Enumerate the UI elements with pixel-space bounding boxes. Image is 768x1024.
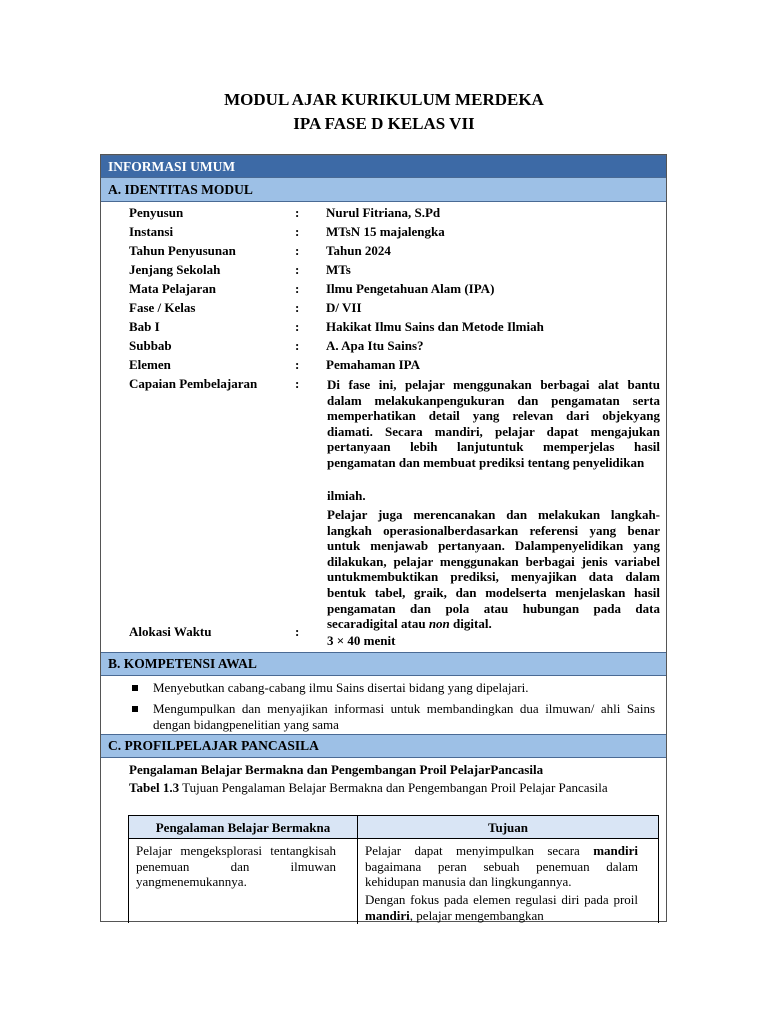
identity-value: Pemahaman IPA <box>326 357 421 372</box>
section-kompetensi-awal: B. KOMPETENSI AWAL <box>101 652 666 676</box>
identity-colon: : <box>295 224 300 239</box>
identity-colon: : <box>295 300 300 315</box>
table-cell-pengalaman: Pelajar mengeksplorasi tentangkisah penemuan dan ilmuwan yangmenemukannya. <box>136 843 336 890</box>
italic-non: non <box>428 616 450 632</box>
column-header-tujuan: Tujuan <box>358 816 658 839</box>
identity-colon: : <box>295 376 300 391</box>
identity-colon: : <box>295 624 300 639</box>
section-informasi-umum: INFORMASI UMUM <box>101 155 666 178</box>
identity-label: Bab I <box>129 319 160 334</box>
identity-value: D/ VII <box>326 300 362 315</box>
identity-colon: : <box>295 281 300 296</box>
identity-value: MTsN 15 majalengka <box>326 224 445 239</box>
document-subtitle: IPA FASE D KELAS VII <box>293 114 475 133</box>
bullet-square-icon <box>132 706 138 712</box>
identity-label: Instansi <box>129 224 174 239</box>
identity-label: Fase / Kelas <box>129 300 196 315</box>
identity-colon: : <box>295 338 300 353</box>
bullet-square-icon <box>132 685 138 691</box>
kompetensi-list <box>115 680 655 738</box>
table-caption: Tabel 1.3 Tujuan Pengalaman Belajar Bermakna dan Pengembangan Proil Pelajar Pancasila <box>129 780 608 795</box>
identity-colon: : <box>295 319 300 334</box>
module-table <box>100 154 667 922</box>
profil-table <box>128 815 659 923</box>
profil-heading: Pengalaman Belajar Bermakna dan Pengembangan Proil PelajarPancasila <box>129 762 544 777</box>
caption-label: Tabel 1.3 <box>129 780 180 795</box>
identity-value: Hakikat Ilmu Sains dan Metode Ilmiah <box>326 319 544 334</box>
capaian-paragraph-2: Pelajar juga merencanakan dan melakukan langkah-langkah operasionalberdasarkan referensi yang benar untuk menjawab pertanyaan. Dalampenyelidikan yang dilakukan, pelajar menggunakan berbagai jenis variabel untukmembuktikan prediksi, menyajikan data dalam bentuk tabel, graik, dan modelserta menjelaskan hasil pengamatan dan pola atau hubungan pada data secaradigital atau non digital. <box>327 507 660 632</box>
identity-value: A. Apa Itu Sains? <box>326 338 424 353</box>
alokasi-label: Alokasi Waktu <box>129 624 212 639</box>
capaian-label: Capaian Pembelajaran <box>129 376 258 391</box>
identity-label: Elemen <box>129 357 171 372</box>
identity-label: Jenjang Sekolah <box>129 262 221 277</box>
table-cell-tujuan-1: Pelajar dapat menyimpulkan secara mandiri bagaimana peran sebuah penemuan dalam kehidupan manusia dan lingkungannya. <box>365 843 638 890</box>
column-divider <box>357 816 358 924</box>
identity-label: Tahun Penyusunan <box>129 243 236 258</box>
section-identitas-modul: A. IDENTITAS MODUL <box>101 178 666 202</box>
column-header-pengalaman: Pengalaman Belajar Bermakna <box>129 816 357 839</box>
identity-value: Ilmu Pengetahuan Alam (IPA) <box>326 281 495 296</box>
identity-colon: : <box>295 205 300 220</box>
capaian-paragraph-1: Di fase ini, pelajar menggunakan berbagai alat bantu dalam melakukanpengukuran dan pengamatan serta memperhatikan detail yang relevan dari objekyang diamati. Secara mandiri, pelajar dapat mengajukan pertanyaan lebih lanjutuntuk memperjelas hasil pengamatan dan membuat prediksi tentang penyelidikan <box>327 377 660 470</box>
alokasi-value: 3 × 40 menit <box>327 633 396 648</box>
identity-colon: : <box>295 357 300 372</box>
identity-label: Mata Pelajaran <box>129 281 217 296</box>
identity-value: MTs <box>326 262 351 277</box>
capaian-paragraph-1-end: ilmiah. <box>327 488 366 503</box>
identity-label: Subbab <box>129 338 172 353</box>
table-cell-tujuan-2: Dengan fokus pada elemen regulasi diri pada proil mandiri, pelajar mengembangkan <box>365 892 638 923</box>
list-item: Menyebutkan cabang-cabang ilmu Sains disertai bidang yang dipelajari. <box>115 680 655 696</box>
identity-value: Nurul Fitriana, S.Pd <box>326 205 441 220</box>
section-profil-pelajar: C. PROFILPELAJAR PANCASILA <box>101 734 666 758</box>
document-title: MODUL AJAR KURIKULUM MERDEKA <box>224 90 544 109</box>
list-item: Mengumpulkan dan menyajikan informasi untuk membandingkan dua ilmuwan/ ahli Sains dengan bidangpenelitian yang sama <box>115 701 655 733</box>
identity-colon: : <box>295 262 300 277</box>
identity-value: Tahun 2024 <box>326 243 391 258</box>
identity-label: Penyusun <box>129 205 184 220</box>
identity-colon: : <box>295 243 300 258</box>
